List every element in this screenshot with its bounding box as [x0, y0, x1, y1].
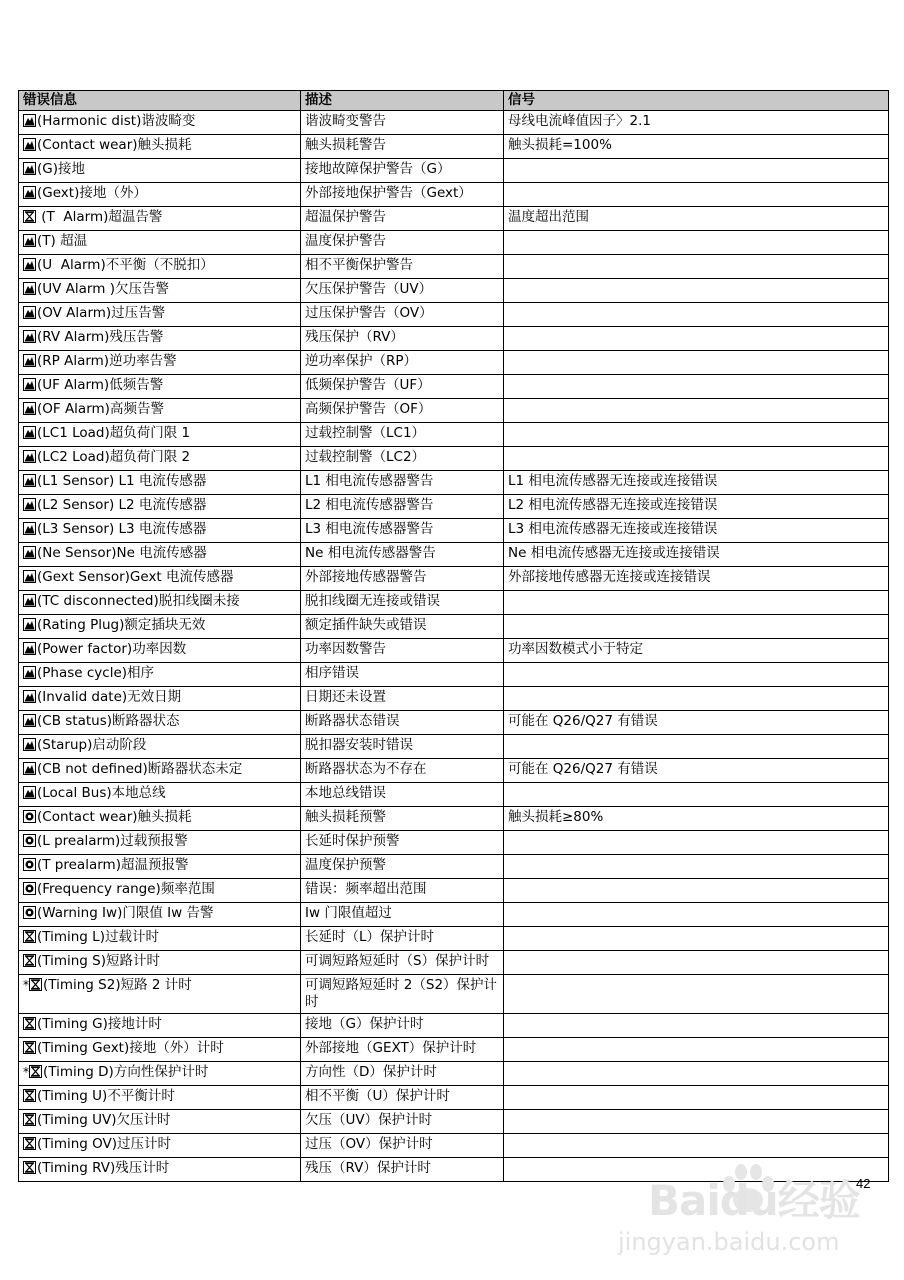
- description-cell: 脱扣线圈无连接或错误: [301, 591, 504, 615]
- alarm-icon: [23, 714, 36, 727]
- description-cell: 额定插件缺失或错误: [301, 615, 504, 639]
- prealarm-icon: [23, 906, 36, 919]
- watermark-brand: Baidu经验: [648, 1176, 860, 1225]
- description-cell: L1 相电流传感器警告: [301, 471, 504, 495]
- signal-cell: [504, 735, 889, 759]
- error-info-cell: [19, 687, 301, 711]
- signal-cell: 触头损耗≥80%: [504, 807, 889, 831]
- table-row: [19, 1086, 889, 1110]
- alarm-icon: [23, 498, 36, 511]
- description-cell: 温度保护警告: [301, 231, 504, 255]
- alarm-icon: [23, 354, 36, 367]
- error-info-text: (TC disconnected)脱扣线圈未接: [37, 593, 240, 609]
- description-cell: 长延时保护预警: [301, 831, 504, 855]
- error-info-text: (Timing L)过载计时: [37, 929, 159, 945]
- error-info-cell: [19, 1038, 301, 1062]
- description-cell: 高频保护警告（OF）: [301, 399, 504, 423]
- table-row: [19, 1062, 889, 1086]
- alarm-icon: [23, 690, 36, 703]
- table-row: [19, 807, 889, 831]
- signal-cell: [504, 687, 889, 711]
- signal-cell: [504, 1134, 889, 1158]
- error-info-text: (Rating Plug)额定插块无效: [37, 617, 206, 633]
- header-error-info: 错误信息: [19, 91, 301, 111]
- alarm-icon: [23, 330, 36, 343]
- signal-cell: 外部接地传感器无连接或连接错误: [504, 567, 889, 591]
- signal-cell: L2 相电流传感器无连接或连接错误: [504, 495, 889, 519]
- alarm-icon: [23, 450, 36, 463]
- description-cell: 外部接地传感器警告: [301, 567, 504, 591]
- error-info-text: (RP Alarm)逆功率告警: [37, 353, 177, 369]
- error-info-text: (LC2 Load)超负荷门限 2: [37, 449, 191, 465]
- table-row: [19, 639, 889, 663]
- error-info-cell: [19, 927, 301, 951]
- table-row: [19, 567, 889, 591]
- error-info-text: (Local Bus)本地总线: [37, 785, 166, 801]
- table-row: [19, 1038, 889, 1062]
- alarm-icon: [23, 762, 36, 775]
- timer-icon: [23, 1137, 36, 1150]
- signal-cell: 母线电流峰值因子〉2.1: [504, 111, 889, 135]
- signal-cell: [504, 399, 889, 423]
- table-row: [19, 135, 889, 159]
- timer-icon: [23, 1113, 36, 1126]
- signal-cell: [504, 1110, 889, 1134]
- error-info-cell: [19, 855, 301, 879]
- description-cell: 相序错误: [301, 663, 504, 687]
- description-cell: 断路器状态错误: [301, 711, 504, 735]
- error-info-cell: [19, 807, 301, 831]
- error-info-cell: [19, 1062, 301, 1086]
- description-cell: 低频保护警告（UF）: [301, 375, 504, 399]
- error-info-cell: [19, 543, 301, 567]
- timer-icon: [23, 930, 36, 943]
- signal-cell: [504, 159, 889, 183]
- table-row: [19, 183, 889, 207]
- error-info-text: (L prealarm)过载预报警: [37, 833, 188, 849]
- table-row: [19, 471, 889, 495]
- table-row: [19, 279, 889, 303]
- table-row: [19, 327, 889, 351]
- table-row: [19, 975, 889, 1014]
- error-info-text: (Timing S2)短路 2 计时: [43, 977, 192, 993]
- alarm-icon: [23, 378, 36, 391]
- error-info-text: (RV Alarm)残压告警: [37, 329, 164, 345]
- signal-cell: [504, 375, 889, 399]
- table-row: [19, 207, 889, 231]
- error-info-text: (G)接地: [37, 161, 85, 177]
- error-info-cell: [19, 279, 301, 303]
- signal-cell: [504, 879, 889, 903]
- table-row: [19, 303, 889, 327]
- description-cell: 谐波畸变警告: [301, 111, 504, 135]
- asterisk-marker: *: [23, 978, 29, 992]
- error-info-cell: [19, 1086, 301, 1110]
- table-body: [19, 111, 889, 1182]
- signal-cell: [504, 351, 889, 375]
- error-info-cell: [19, 879, 301, 903]
- table-row: [19, 831, 889, 855]
- error-info-cell: [19, 711, 301, 735]
- description-cell: 触头损耗预警: [301, 807, 504, 831]
- error-info-text: (T) 超温: [37, 233, 88, 249]
- signal-cell: [504, 903, 889, 927]
- signal-cell: L3 相电流传感器无连接或连接错误: [504, 519, 889, 543]
- description-cell: 过载控制警（LC1）: [301, 423, 504, 447]
- description-cell: 残压（RV）保护计时: [301, 1158, 504, 1182]
- watermark-url: jingyan.baidu.com: [618, 1228, 840, 1256]
- error-info-text: (Harmonic dist)谐波畸变: [37, 113, 196, 129]
- error-info-cell: [19, 471, 301, 495]
- error-info-cell: [19, 351, 301, 375]
- error-info-cell: [19, 231, 301, 255]
- description-cell: 触头损耗警告: [301, 135, 504, 159]
- signal-cell: [504, 783, 889, 807]
- error-info-text: (OV Alarm)过压告警: [37, 305, 166, 321]
- timer-icon: [23, 1161, 36, 1174]
- table-row: [19, 855, 889, 879]
- table-row: [19, 951, 889, 975]
- prealarm-icon: [23, 834, 36, 847]
- error-info-cell: [19, 255, 301, 279]
- table-row: [19, 423, 889, 447]
- description-cell: 错误：频率超出范围: [301, 879, 504, 903]
- error-info-cell: [19, 951, 301, 975]
- description-cell: 相不平衡（U）保护计时: [301, 1086, 504, 1110]
- description-cell: 相不平衡保护警告: [301, 255, 504, 279]
- description-cell: 过压（OV）保护计时: [301, 1134, 504, 1158]
- timer-icon: [29, 978, 42, 991]
- error-info-text: (UV Alarm )欠压告警: [37, 281, 169, 297]
- alarm-icon: [23, 642, 36, 655]
- table-row: [19, 687, 889, 711]
- error-info-text: (Ne Sensor)Ne 电流传感器: [37, 545, 207, 561]
- error-info-cell: [19, 1014, 301, 1038]
- signal-cell: [504, 591, 889, 615]
- error-info-cell: [19, 135, 301, 159]
- error-info-cell: [19, 399, 301, 423]
- description-cell: Ne 相电流传感器警告: [301, 543, 504, 567]
- timer-icon: [23, 954, 36, 967]
- error-info-table: [18, 90, 889, 1182]
- description-cell: 残压保护（RV）: [301, 327, 504, 351]
- error-info-cell: [19, 303, 301, 327]
- error-info-text: (Starup)启动阶段: [37, 737, 147, 753]
- alarm-icon: [23, 546, 36, 559]
- table-row: [19, 495, 889, 519]
- error-info-cell: [19, 975, 301, 1014]
- error-info-cell: [19, 375, 301, 399]
- table-row: [19, 879, 889, 903]
- table-row: [19, 543, 889, 567]
- table-row: [19, 711, 889, 735]
- description-cell: 功率因数警告: [301, 639, 504, 663]
- error-info-text: (Contact wear)触头损耗: [37, 809, 192, 825]
- signal-cell: [504, 975, 889, 1014]
- error-info-text: (U Alarm)不平衡（不脱扣）: [37, 257, 214, 273]
- error-info-cell: [19, 1134, 301, 1158]
- description-cell: 可调短路短延时（S）保护计时: [301, 951, 504, 975]
- signal-cell: [504, 447, 889, 471]
- alarm-icon: [23, 186, 36, 199]
- signal-cell: 功率因数模式小于特定: [504, 639, 889, 663]
- table-row: [19, 903, 889, 927]
- description-cell: 欠压保护警告（UV）: [301, 279, 504, 303]
- error-info-cell: [19, 591, 301, 615]
- table-row: [19, 375, 889, 399]
- alarm-icon: [23, 738, 36, 751]
- signal-cell: [504, 279, 889, 303]
- alarm-icon: [23, 474, 36, 487]
- error-info-cell: [19, 903, 301, 927]
- error-info-text: (L2 Sensor) L2 电流传感器: [37, 497, 207, 513]
- error-info-text: (L1 Sensor) L1 电流传感器: [37, 473, 207, 489]
- table-row: [19, 759, 889, 783]
- signal-cell: [504, 1014, 889, 1038]
- signal-cell: 可能在 Q26/Q27 有错误: [504, 711, 889, 735]
- table-row: [19, 159, 889, 183]
- table-row: [19, 255, 889, 279]
- table-row: [19, 783, 889, 807]
- table-row: [19, 231, 889, 255]
- error-info-text: (L3 Sensor) L3 电流传感器: [37, 521, 207, 537]
- error-info-cell: [19, 831, 301, 855]
- error-info-cell: [19, 783, 301, 807]
- prealarm-icon: [23, 810, 36, 823]
- error-info-cell: [19, 663, 301, 687]
- signal-cell: [504, 1086, 889, 1110]
- header-description: 描述: [301, 91, 504, 111]
- prealarm-icon: [23, 882, 36, 895]
- error-info-cell: [19, 759, 301, 783]
- table-row: [19, 1110, 889, 1134]
- error-info-cell: [19, 447, 301, 471]
- signal-cell: [504, 927, 889, 951]
- description-cell: 超温保护警告: [301, 207, 504, 231]
- signal-cell: [504, 255, 889, 279]
- table-row: [19, 735, 889, 759]
- table-row: [19, 663, 889, 687]
- signal-cell: Ne 相电流传感器无连接或连接错误: [504, 543, 889, 567]
- timer-icon: [23, 1089, 36, 1102]
- description-cell: 过载控制警（LC2）: [301, 447, 504, 471]
- signal-cell: [504, 231, 889, 255]
- alarm-icon: [23, 786, 36, 799]
- error-info-text: (Phase cycle)相序: [37, 665, 155, 681]
- table-row: [19, 1014, 889, 1038]
- table-row: [19, 519, 889, 543]
- error-info-cell: [19, 183, 301, 207]
- error-info-text: (T Alarm)超温告警: [37, 209, 163, 225]
- signal-cell: [504, 183, 889, 207]
- table-row: [19, 615, 889, 639]
- description-cell: 本地总线错误: [301, 783, 504, 807]
- error-info-text: (Power factor)功率因数: [37, 641, 187, 657]
- description-cell: 逆功率保护（RP）: [301, 351, 504, 375]
- error-info-text: (Frequency range)频率范围: [37, 881, 215, 897]
- error-info-cell: [19, 519, 301, 543]
- page-number: 42: [856, 1176, 871, 1191]
- table-row: [19, 399, 889, 423]
- table-row: [19, 447, 889, 471]
- prealarm-icon: [23, 858, 36, 871]
- error-info-text: (Invalid date)无效日期: [37, 689, 182, 705]
- error-info-text: (Gext)接地（外）: [37, 185, 147, 201]
- timer-icon: [23, 1041, 36, 1054]
- watermark: [618, 1158, 871, 1268]
- description-cell: 外部接地保护警告（Gext）: [301, 183, 504, 207]
- error-info-cell: [19, 615, 301, 639]
- error-info-text: (Timing S)短路计时: [37, 953, 161, 969]
- error-info-text: (CB not defined)断路器状态未定: [37, 761, 243, 777]
- error-info-text: (Timing OV)过压计时: [37, 1136, 172, 1152]
- error-info-cell: [19, 495, 301, 519]
- description-cell: 过压保护警告（OV）: [301, 303, 504, 327]
- alarm-icon: [23, 594, 36, 607]
- error-info-text: (Timing RV)残压计时: [37, 1160, 170, 1176]
- alarm-icon: [23, 234, 36, 247]
- description-cell: 脱扣器安装时错误: [301, 735, 504, 759]
- description-cell: 温度保护预警: [301, 855, 504, 879]
- alarm-icon: [23, 162, 36, 175]
- description-cell: 断路器状态为不存在: [301, 759, 504, 783]
- signal-cell: L1 相电流传感器无连接或连接错误: [504, 471, 889, 495]
- description-cell: 可调短路短延时 2（S2）保护计时: [301, 975, 504, 1014]
- error-info-cell: [19, 207, 301, 231]
- description-cell: 欠压（UV）保护计时: [301, 1110, 504, 1134]
- error-info-text: (Gext Sensor)Gext 电流传感器: [37, 569, 234, 585]
- error-info-cell: [19, 639, 301, 663]
- timer-icon: [23, 210, 36, 223]
- alarm-icon: [23, 282, 36, 295]
- timer-icon: [23, 1017, 36, 1030]
- error-info-cell: [19, 567, 301, 591]
- error-info-text: (Warning Iw)门限值 Iw 告警: [37, 905, 214, 921]
- error-info-text: (Contact wear)触头损耗: [37, 137, 192, 153]
- table-header-row: [19, 91, 889, 111]
- error-info-text: (UF Alarm)低频告警: [37, 377, 164, 393]
- description-cell: Iw 门限值超过: [301, 903, 504, 927]
- error-info-text: (CB status)断路器状态: [37, 713, 180, 729]
- error-info-text: (Timing Gext)接地（外）计时: [37, 1040, 224, 1056]
- alarm-icon: [23, 666, 36, 679]
- error-info-text: (LC1 Load)超负荷门限 1: [37, 425, 191, 441]
- signal-cell: [504, 831, 889, 855]
- signal-cell: [504, 327, 889, 351]
- error-info-cell: [19, 1110, 301, 1134]
- table-row: [19, 591, 889, 615]
- description-cell: 接地（G）保护计时: [301, 1014, 504, 1038]
- error-info-cell: [19, 735, 301, 759]
- alarm-icon: [23, 114, 36, 127]
- signal-cell: [504, 951, 889, 975]
- signal-cell: [504, 1038, 889, 1062]
- error-info-cell: [19, 159, 301, 183]
- alarm-icon: [23, 306, 36, 319]
- timer-icon: [29, 1065, 42, 1078]
- description-cell: 接地故障保护警告（G）: [301, 159, 504, 183]
- signal-cell: [504, 303, 889, 327]
- alarm-icon: [23, 138, 36, 151]
- signal-cell: 温度超出范围: [504, 207, 889, 231]
- header-signal: 信号: [504, 91, 889, 111]
- signal-cell: [504, 855, 889, 879]
- description-cell: 日期还未设置: [301, 687, 504, 711]
- signal-cell: 触头损耗=100%: [504, 135, 889, 159]
- alarm-icon: [23, 402, 36, 415]
- table-row: [19, 111, 889, 135]
- error-info-text: (Timing UV)欠压计时: [37, 1112, 171, 1128]
- alarm-icon: [23, 618, 36, 631]
- table-row: [19, 351, 889, 375]
- asterisk-marker: *: [23, 1065, 29, 1079]
- description-cell: 方向性（D）保护计时: [301, 1062, 504, 1086]
- description-cell: L3 相电流传感器警告: [301, 519, 504, 543]
- description-cell: L2 相电流传感器警告: [301, 495, 504, 519]
- error-info-text: (OF Alarm)高频告警: [37, 401, 164, 417]
- alarm-icon: [23, 522, 36, 535]
- error-info-cell: [19, 1158, 301, 1182]
- signal-cell: [504, 663, 889, 687]
- signal-cell: 可能在 Q26/Q27 有错误: [504, 759, 889, 783]
- table-row: [19, 1134, 889, 1158]
- table-row: [19, 927, 889, 951]
- alarm-icon: [23, 570, 36, 583]
- error-info-cell: [19, 327, 301, 351]
- error-info-cell: [19, 111, 301, 135]
- error-info-text: (Timing G)接地计时: [37, 1016, 162, 1032]
- error-info-cell: [19, 423, 301, 447]
- signal-cell: [504, 423, 889, 447]
- alarm-icon: [23, 258, 36, 271]
- error-info-text: (T prealarm)超温预报警: [37, 857, 189, 873]
- description-cell: 外部接地（GEXT）保护计时: [301, 1038, 504, 1062]
- description-cell: 长延时（L）保护计时: [301, 927, 504, 951]
- error-info-text: (Timing U)不平衡计时: [37, 1088, 175, 1104]
- alarm-icon: [23, 426, 36, 439]
- signal-cell: [504, 1062, 889, 1086]
- error-info-text: (Timing D)方向性保护计时: [43, 1064, 209, 1080]
- signal-cell: [504, 615, 889, 639]
